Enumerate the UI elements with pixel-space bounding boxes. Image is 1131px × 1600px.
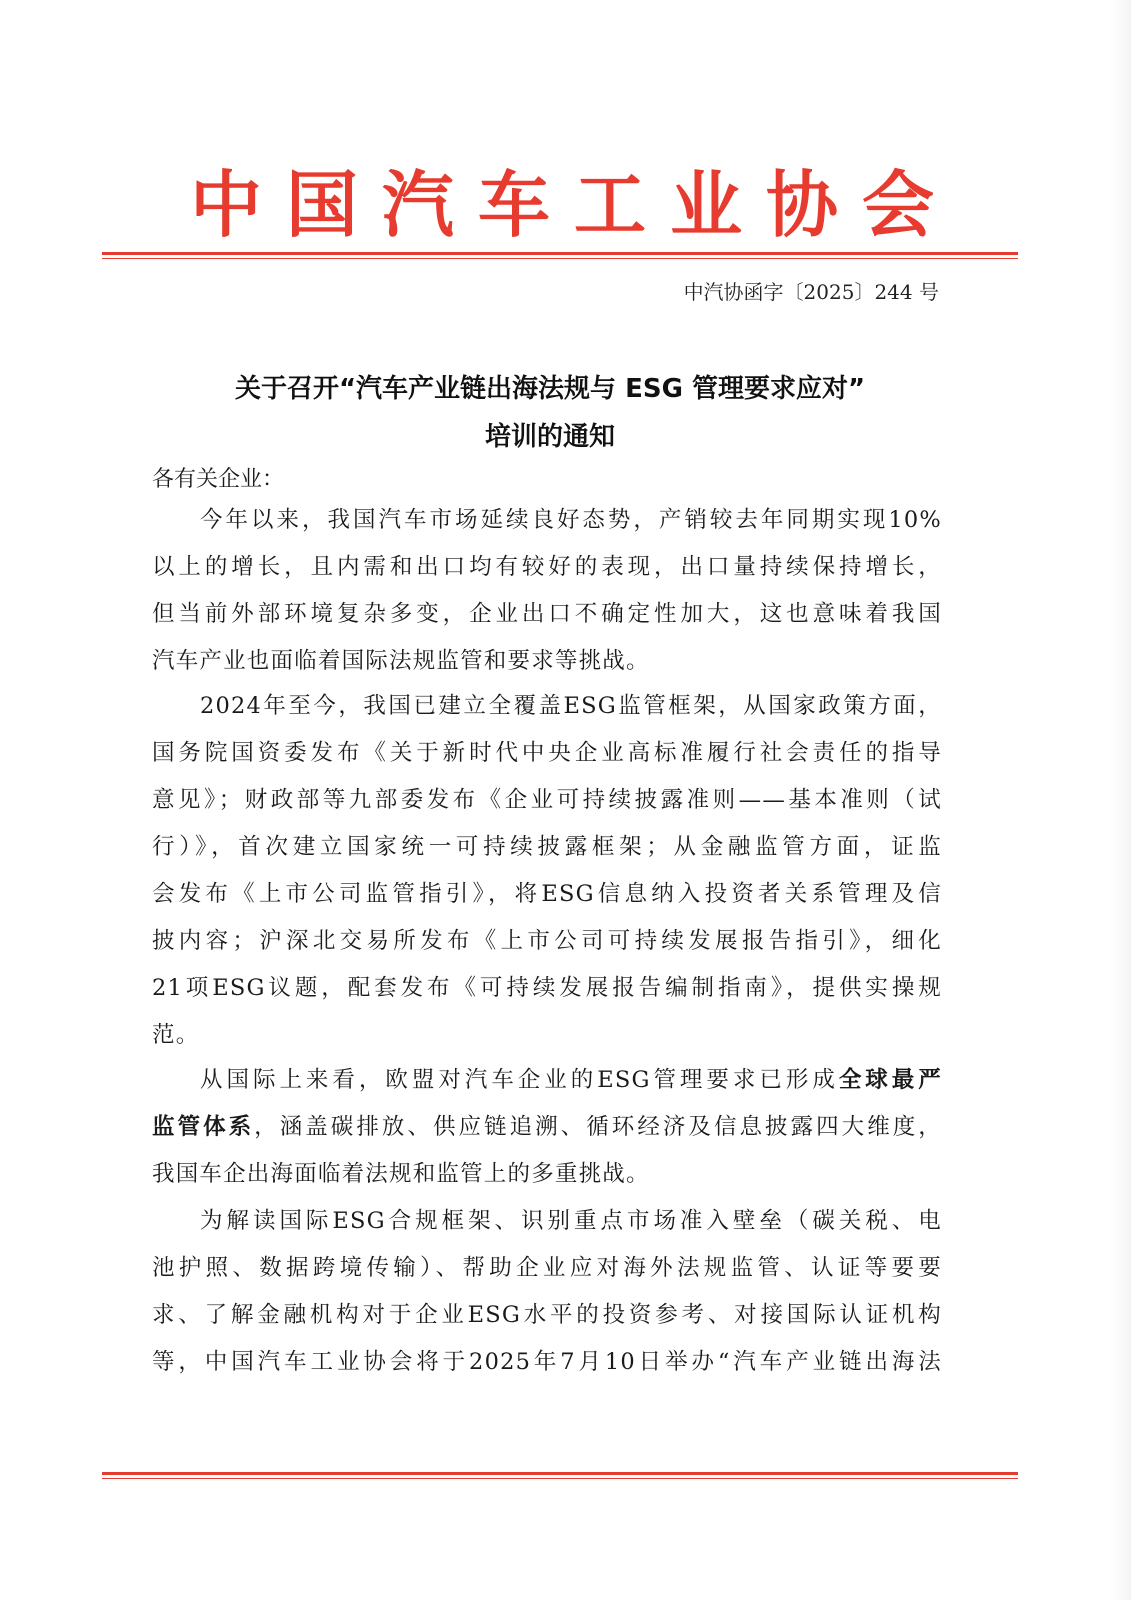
paragraph-line: 2024年至今，我国已建立全覆盖ESG监管框架，从国家政策方面， [200,693,942,719]
paragraph-line: 会发布《上市公司监管指引》，将ESG信息纳入投资者关系管理及信 [152,881,942,907]
paragraph-line: 意见》；财政部等九部委发布《企业可持续披露准则——基本准则（试 [152,787,942,813]
paragraph-line: 今年以来，我国汽车市场延续良好态势，产销较去年同期实现10% [200,507,942,533]
paragraph-line [152,1104,942,1151]
paragraph-line: 等，中国汽车工业协会将于2025年7月10日举办“汽车产业链出海法 [152,1349,942,1375]
letterhead-org-name: 中国汽车工业协会 [190,162,959,247]
scan-edge-shadow [1109,0,1131,1600]
notice-title [140,365,960,461]
paragraph-line: 以上的增长，且内需和出口均有较好的表现，出口量持续保持增长， [152,554,942,580]
paragraph-line: 范。 [152,1022,200,1048]
paragraph-2 [152,683,942,1059]
footer-red-rule-thin [102,1478,1018,1479]
notice-title-line-1: 关于召开“汽车产业链出海法规与 ESG 管理要求应对” [234,374,866,404]
paragraph-line: 汽车产业也面临着国际法规监管和要求等挑战。 [152,648,650,674]
paragraph-line: 但当前外部环境复杂多变，企业出口不确定性加大，这也意味着我国 [152,601,942,627]
paragraph-text: 从国际上来看，欧盟对汽车企业的ESG管理要求已形成 [200,1067,839,1093]
paragraph-line [152,1057,942,1104]
paragraph-line: 为解读国际ESG合规框架、识别重点市场准入壁垒（碳关税、电 [200,1208,942,1234]
letterhead-red-rule-thin [102,258,1018,259]
paragraph-text: ，涵盖碳排放、供应链追溯、循环经济及信息披露四大维度， [254,1114,942,1140]
document-number: 中汽协函字〔2025〕244 号 [683,280,939,304]
emphasis-text: 监管体系 [152,1114,255,1140]
salutation: 各有关企业： [152,467,285,492]
paragraph-line: 我国车企出海面临着法规和监管上的多重挑战。 [152,1161,650,1187]
footer-red-rule [102,1472,1018,1475]
paragraph-3 [152,1057,942,1198]
paragraph-line: 池护照、数据跨境传输）、帮助企业应对海外法规监管、认证等要要 [152,1255,942,1281]
paragraph-line: 披内容；沪深北交易所发布《上市公司可持续发展报告指引》，细化 [152,928,942,954]
letterhead-red-rule [102,252,1018,255]
paragraph-line: 行）》，首次建立国家统一可持续披露框架；从金融监管方面，证监 [152,834,942,860]
paragraph-line: 国务院国资委发布《关于新时代中央企业高标准履行社会责任的指导 [152,740,942,766]
paragraph-1 [152,497,942,685]
notice-title-line-2: 培训的通知 [484,422,615,452]
paragraph-4 [152,1198,942,1386]
emphasis-text: 全球最严 [838,1067,942,1093]
paragraph-line: 21项ESG议题，配套发布《可持续发展报告编制指南》，提供实操规 [152,975,942,1001]
paragraph-line: 求、了解金融机构对于企业ESG水平的投资参考、对接国际认证机构 [152,1302,942,1328]
